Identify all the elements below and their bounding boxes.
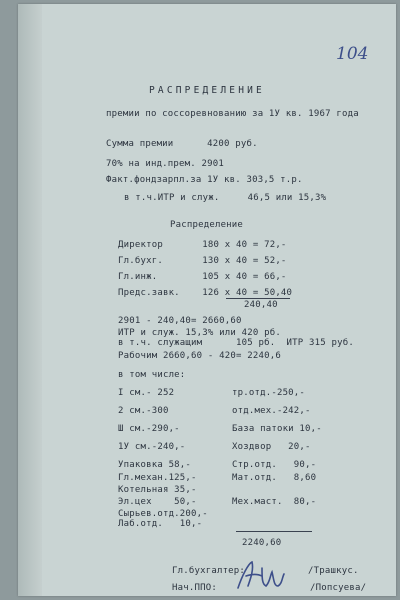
paper-sheet — [18, 4, 396, 596]
left-item: Котельная 35,- — [118, 485, 197, 495]
grand-total: 2240,60 — [242, 538, 282, 548]
wage-fund: Факт.фондзарпл.за 1У кв. 303,5 т.р. — [106, 175, 303, 185]
page-number: 104 — [336, 44, 369, 64]
employees-line: в т.ч. служащим 105 рб. ИТР 315 руб. — [118, 338, 354, 348]
right-item: Мех.маст. 80,- — [232, 497, 317, 507]
total-rule — [236, 531, 312, 532]
left-item: Лаб.отд. 10,- — [118, 519, 203, 529]
left-item: Сырьев.отд.200,- — [118, 509, 208, 519]
ppo-label: Нач.ППО: — [172, 583, 217, 593]
workers-line: Рабочим 2660,60 - 420= 2240,6 — [118, 351, 281, 361]
binding-shadow — [18, 4, 42, 596]
accountant-name: /Трашкус. — [308, 566, 359, 576]
calculation-line: 2901 - 240,40= 2660,60 — [118, 316, 242, 326]
handwritten-signature — [232, 556, 292, 596]
left-item: Упаковка 58,- — [118, 460, 192, 470]
right-item: тр.отд.-250,- — [232, 388, 306, 398]
left-item: Гл.механ.125,- — [118, 473, 197, 483]
left-item: 1У см.-240,- — [118, 442, 186, 452]
left-item: Эл.цех 50,- — [118, 497, 197, 507]
left-item: Ш см.-290,- — [118, 424, 180, 434]
row-chief-accountant: Гл.бухг. 130 х 40 = 52,- — [118, 256, 287, 266]
right-item: Мат.отд. 8,60 — [232, 473, 317, 483]
accountant-label: Гл.бухгалтер: — [172, 566, 246, 576]
ppo-name: /Попсуева/ — [310, 583, 367, 593]
left-item: 2 см.-300 — [118, 406, 169, 416]
row-union-chair: Предс.завк. 126 х 40 = 50,40 — [118, 288, 293, 298]
left-item: I см.- 252 — [118, 388, 175, 398]
right-item: Стр.отд. 90,- — [232, 460, 317, 470]
right-item: Хоздвор 20,- — [232, 442, 311, 452]
subtotal-rule — [226, 298, 290, 299]
subtotal: 240,40 — [244, 300, 278, 310]
itr-share: в т.ч.ИТР и служ. 46,5 или 15,3% — [124, 193, 327, 203]
premium-sum: Сумма премии 4200 руб. — [106, 139, 258, 149]
right-item: отд.мех.-242,- — [232, 406, 311, 416]
row-chief-engineer: Гл.инж. 105 х 40 = 66,- — [118, 272, 287, 282]
document-title: РАСПРЕДЕЛЕНИЕ — [149, 85, 265, 96]
including-heading: в том числе: — [118, 370, 186, 380]
distribution-heading: Распределение — [170, 220, 244, 230]
individual-premium: 70% на инд.прем. 2901 — [106, 159, 224, 169]
itr-line: ИТР и служ. 15,3% или 420 рб. — [118, 328, 281, 338]
document-subtitle: премии по соссоревнованию за 1У кв. 1967 года — [106, 109, 359, 119]
right-item: База патоки 10,- — [232, 424, 322, 434]
row-director: Директор 180 х 40 = 72,- — [118, 240, 287, 250]
